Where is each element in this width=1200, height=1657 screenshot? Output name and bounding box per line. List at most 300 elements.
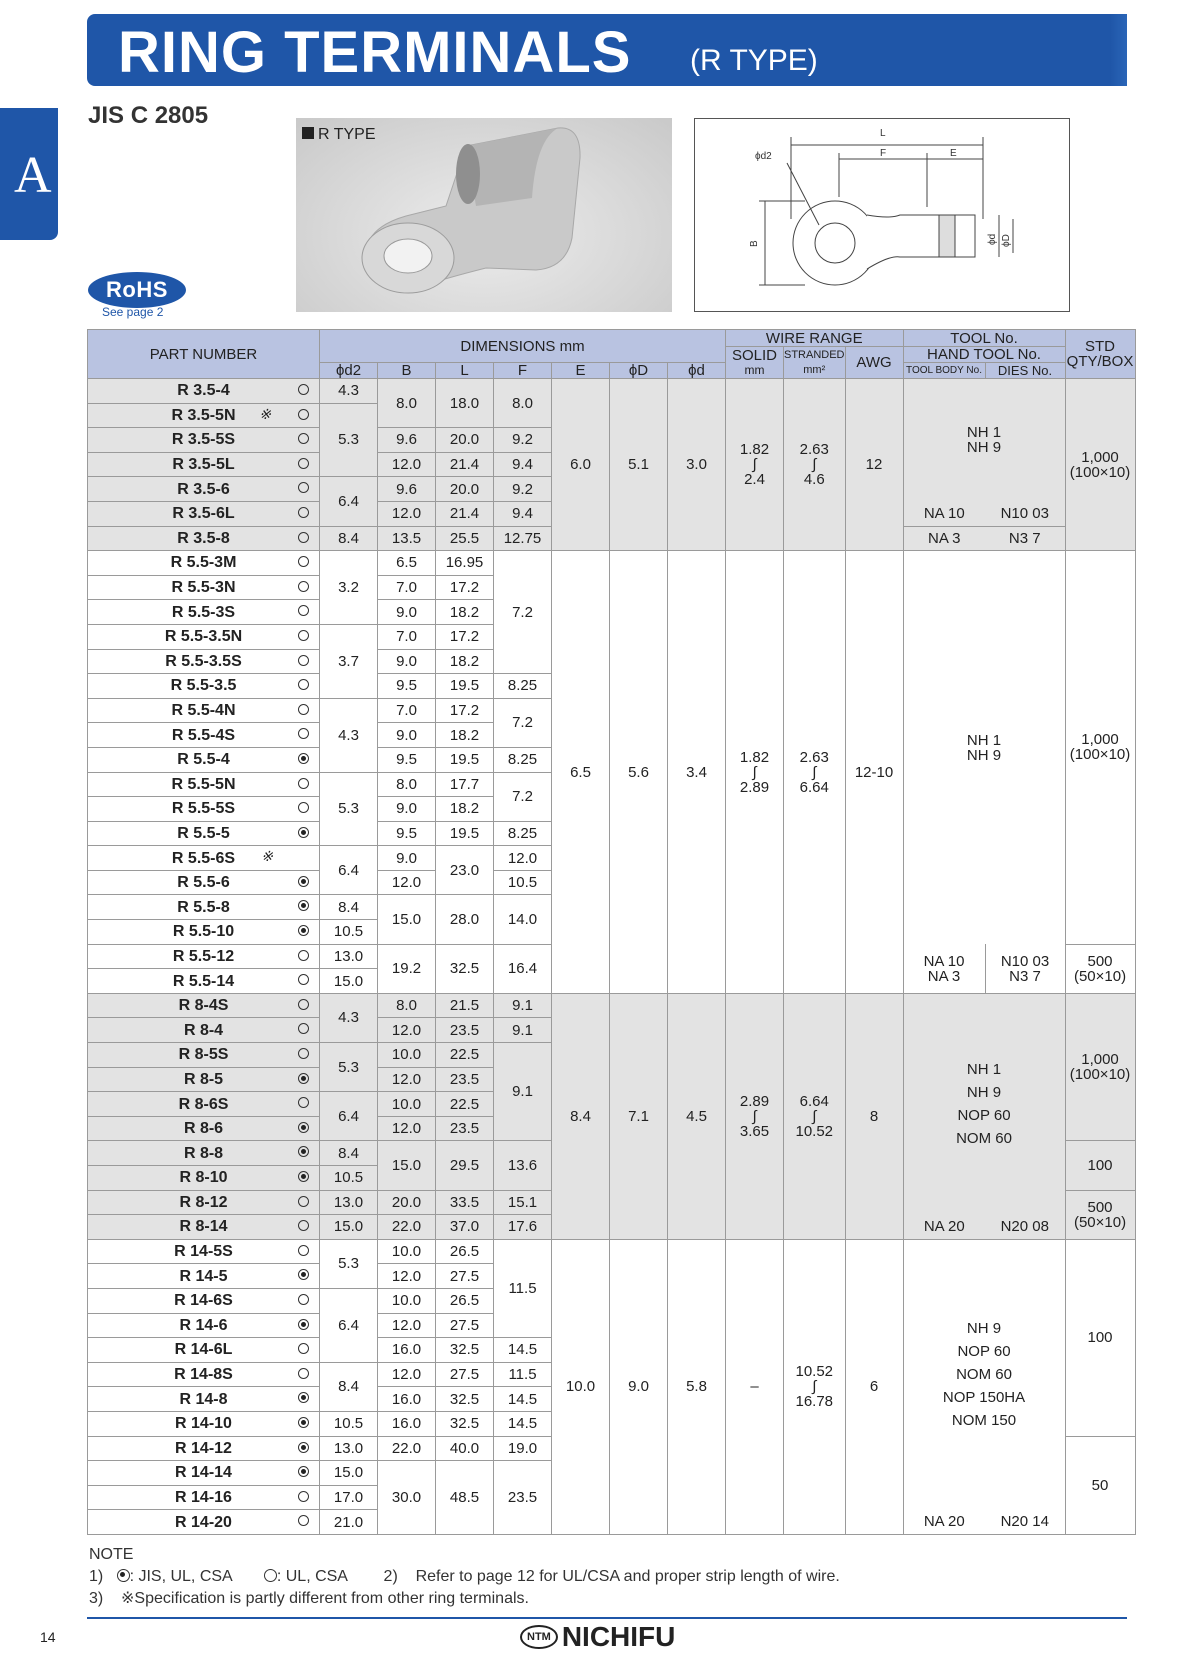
cell: N20 14	[985, 1510, 1065, 1535]
cell: 8.4	[552, 993, 610, 1239]
ul-csa-mark-icon	[298, 1294, 309, 1305]
cell: 22.5	[436, 1092, 494, 1117]
cell: 21.0	[320, 1510, 378, 1535]
part-number	[88, 403, 320, 428]
dim-E: E	[950, 148, 957, 159]
note-text: ※Specification is partly different from other ring terminals.	[121, 1590, 529, 1607]
page-title: RING TERMINALS	[118, 20, 632, 85]
col-f: F	[494, 363, 552, 379]
part-number	[88, 1116, 320, 1141]
cell: 15.0	[320, 969, 378, 994]
ul-csa-mark-icon	[298, 1245, 309, 1256]
part-name: R 3.5-6	[177, 480, 230, 498]
ul-csa-mark-icon	[298, 581, 309, 592]
cell: 7.2	[494, 551, 552, 674]
col-l: L	[436, 363, 494, 379]
cell: 7.1	[610, 993, 668, 1239]
cell: 10.5	[320, 920, 378, 945]
cell: 10.0	[378, 1239, 436, 1264]
part-number	[88, 477, 320, 502]
col-d2: ϕd2	[320, 363, 378, 379]
cell: 9.1	[494, 993, 552, 1018]
brand-name: NICHIFU	[561, 1621, 676, 1652]
cell: 100	[1065, 1141, 1135, 1190]
cell-line: (50×10)	[1073, 1213, 1127, 1231]
cell-line: 10.52	[795, 1363, 834, 1381]
cell: 29.5	[436, 1141, 494, 1190]
cell: 8.0	[378, 379, 436, 428]
stranded-unit: mm²	[803, 363, 826, 376]
cell: 6.0	[552, 379, 610, 551]
dimension-drawing-svg	[695, 119, 1071, 313]
part-name: R 3.5-4	[177, 382, 230, 400]
part-number	[88, 944, 320, 969]
part-name: R 14-14	[175, 1464, 232, 1482]
cell-line: 4.6	[803, 471, 825, 489]
part-number	[88, 920, 320, 945]
cell	[726, 993, 784, 1239]
cell: 3.4	[668, 551, 726, 994]
cell: 19.5	[436, 821, 494, 846]
cell: 13.0	[320, 1190, 378, 1215]
qty-label: QTY/BOX	[1066, 353, 1134, 370]
solid-label: SOLID	[731, 346, 777, 364]
cell	[784, 993, 846, 1239]
cell: 19.2	[378, 944, 436, 993]
note-number: 2)	[383, 1568, 398, 1585]
jis-ul-csa-mark-icon	[298, 1417, 309, 1428]
part-name: R 8-8	[183, 1144, 224, 1162]
part-name: R 14-5	[179, 1267, 228, 1285]
part-number	[88, 1043, 320, 1068]
cell-line: 16.78	[795, 1393, 834, 1411]
ul-csa-mark-icon	[298, 458, 309, 469]
cell: 22.0	[378, 1215, 436, 1240]
cell: 8.25	[494, 747, 552, 772]
jis-ul-csa-mark-icon	[298, 1171, 309, 1182]
part-number	[88, 1215, 320, 1240]
std-label: STD	[1085, 338, 1116, 355]
part-name: R 3.5-8	[177, 529, 230, 547]
part-name: R 3.5-5N	[171, 406, 236, 424]
note-text: : UL, CSA	[276, 1568, 348, 1585]
part-number	[88, 575, 320, 600]
page-subtitle: (R TYPE)	[690, 44, 818, 77]
cell: 25.5	[436, 526, 494, 551]
rohs-badge	[88, 272, 186, 308]
part-number	[88, 551, 320, 576]
ul-csa-mark-icon	[298, 556, 309, 567]
cell: N20 08	[985, 1215, 1065, 1240]
brand-logo	[520, 1621, 675, 1653]
cell: 18.2	[436, 797, 494, 822]
part-name: R 8-14	[179, 1218, 228, 1236]
cell: 5.3	[320, 772, 378, 846]
cell: 9.0	[378, 723, 436, 748]
part-number	[88, 1166, 320, 1191]
cell: 26.5	[436, 1239, 494, 1264]
rohs-badge-text: RoHS	[106, 277, 168, 302]
cell-line: (100×10)	[1069, 746, 1131, 764]
cell: 5.6	[610, 551, 668, 994]
col-tool-no: TOOL No.	[903, 330, 1065, 347]
cell: 12.0	[378, 1116, 436, 1141]
cell	[985, 944, 1065, 993]
cell: 12	[845, 379, 903, 551]
table-row	[88, 1239, 1136, 1264]
cell: 8.4	[320, 895, 378, 920]
ul-csa-mark-icon	[264, 1569, 277, 1582]
dim-F: F	[880, 148, 887, 159]
part-name: R 8-6S	[178, 1095, 229, 1113]
cell: 10.0	[378, 1288, 436, 1313]
cell: 8.0	[378, 772, 436, 797]
cell: 50	[1065, 1436, 1135, 1534]
cell-line: NOM 60	[956, 1130, 1012, 1148]
part-name: R 14-20	[175, 1513, 232, 1531]
cell-line: NOP 60	[957, 1107, 1011, 1125]
part-number	[88, 993, 320, 1018]
part-name: R 5.5-14	[172, 972, 235, 990]
part-name: R 5.5-3M	[170, 554, 237, 572]
cell: –	[726, 1239, 784, 1534]
jis-ul-csa-mark-icon	[298, 1146, 309, 1157]
ul-csa-mark-icon	[298, 1491, 309, 1502]
cell: 9.2	[494, 477, 552, 502]
cell-line: 2.4	[744, 471, 765, 489]
cell-line: NH 1	[966, 731, 1002, 749]
table-row	[88, 379, 1136, 404]
cell: 33.5	[436, 1190, 494, 1215]
cell-line: N10 03	[1000, 952, 1050, 970]
ul-csa-mark-icon	[298, 802, 309, 813]
cell-line: 1,000	[1081, 731, 1119, 749]
cell: 12.0	[378, 1362, 436, 1387]
part-number	[88, 379, 320, 404]
part-name: R 5.5-3.5N	[164, 628, 243, 646]
note-text: : JIS, UL, CSA	[129, 1568, 233, 1585]
cell	[1065, 944, 1135, 993]
part-name: R 8-10	[179, 1169, 228, 1187]
cell: 6.4	[320, 1092, 378, 1141]
cell: 7.0	[378, 698, 436, 723]
col-wire-range: WIRE RANGE	[726, 330, 904, 347]
note-text: Refer to page 12 for UL/CSA and proper strip length of wire.	[415, 1568, 840, 1585]
cell: 12.0	[378, 1018, 436, 1043]
col-solid	[726, 347, 784, 379]
jis-ul-csa-mark-icon	[298, 1466, 309, 1477]
cell: 15.0	[320, 1215, 378, 1240]
cell-line: N3 7	[1009, 967, 1041, 985]
cell: 32.5	[436, 1338, 494, 1363]
cell: 14.5	[494, 1338, 552, 1363]
cell: 17.2	[436, 575, 494, 600]
part-number	[88, 846, 320, 871]
jis-ul-csa-mark-icon	[117, 1569, 130, 1582]
cell: 10.0	[378, 1092, 436, 1117]
cell: 9.5	[378, 821, 436, 846]
cell: 15.0	[378, 895, 436, 944]
dim-d2: ϕd2	[755, 151, 772, 162]
cell: 3.2	[320, 551, 378, 625]
cell: 3.0	[668, 379, 726, 551]
ul-csa-mark-icon	[298, 1023, 309, 1034]
ul-csa-mark-icon	[298, 1048, 309, 1059]
cell-line: 1.82	[739, 748, 770, 766]
cell: NA 3	[903, 526, 985, 551]
part-number	[88, 772, 320, 797]
ul-csa-mark-icon	[298, 433, 309, 444]
cell: 7.2	[494, 698, 552, 747]
spec-table	[87, 329, 1136, 1535]
cell: 6.4	[320, 477, 378, 526]
cell: 14.5	[494, 1387, 552, 1412]
cell: 15.1	[494, 1190, 552, 1215]
part-number	[88, 797, 320, 822]
cell: 17.2	[436, 698, 494, 723]
ul-csa-mark-icon	[298, 974, 309, 985]
cell: 22.0	[378, 1436, 436, 1461]
part-name: R 8-5S	[178, 1046, 229, 1064]
jis-ul-csa-mark-icon	[298, 1073, 309, 1084]
product-photo	[296, 118, 672, 312]
cell: 30.0	[378, 1461, 436, 1535]
part-name: R 14-5S	[174, 1243, 233, 1261]
cell: 9.4	[494, 501, 552, 526]
part-name: R 5.5-4N	[171, 702, 236, 720]
cell: 18.2	[436, 649, 494, 674]
cell: 20.0	[436, 428, 494, 453]
cell: 11.5	[494, 1239, 552, 1337]
part-number	[88, 1067, 320, 1092]
cell: 19.5	[436, 747, 494, 772]
part-name: R 14-8	[179, 1390, 228, 1408]
cell: 32.5	[436, 944, 494, 993]
table-row	[88, 993, 1136, 1018]
cell: 32.5	[436, 1387, 494, 1412]
part-name: R 5.5-10	[172, 923, 235, 941]
cell: NA 20	[903, 1510, 985, 1535]
part-number	[88, 600, 320, 625]
col-d: ϕd	[668, 363, 726, 379]
cell-line: NH 9	[966, 1084, 1002, 1102]
part-name: R 5.5-8	[177, 898, 230, 916]
cell	[784, 379, 846, 551]
solid-unit: mm	[744, 362, 765, 377]
ul-csa-mark-icon	[298, 1368, 309, 1379]
cell: 26.5	[436, 1288, 494, 1313]
cell: 16.95	[436, 551, 494, 576]
part-number	[88, 1141, 320, 1166]
cell-line: (100×10)	[1069, 463, 1131, 481]
cell-line: NOM 150	[951, 1412, 1017, 1430]
part-name: R 8-5	[183, 1070, 224, 1088]
cell: 6	[845, 1239, 903, 1534]
ul-csa-mark-icon	[298, 1220, 309, 1231]
cell: 5.3	[320, 1043, 378, 1092]
ul-csa-mark-icon	[298, 1196, 309, 1207]
cell: 40.0	[436, 1436, 494, 1461]
part-name: R 14-6L	[174, 1341, 233, 1359]
cell: 12.0	[378, 1067, 436, 1092]
cell-line: ∫	[812, 1107, 817, 1125]
cell-line: 10.52	[795, 1122, 834, 1140]
part-number	[88, 1288, 320, 1313]
part-number	[88, 895, 320, 920]
cell: 17.0	[320, 1485, 378, 1510]
cell: 8.4	[320, 1362, 378, 1411]
cell-line: 1.82	[739, 441, 770, 459]
cell: 9.0	[378, 846, 436, 871]
cell-line: NA 3	[927, 967, 961, 985]
part-number	[88, 649, 320, 674]
cell: 8.25	[494, 821, 552, 846]
cell	[1065, 551, 1135, 945]
jis-ul-csa-mark-icon	[298, 876, 309, 887]
col-b: B	[378, 363, 436, 379]
col-part-number: PART NUMBER	[88, 330, 320, 379]
cell-line: 500	[1087, 952, 1113, 970]
part-number	[88, 1362, 320, 1387]
part-name: R 3.5-6L	[172, 505, 235, 523]
cell: NA 20	[903, 1215, 985, 1240]
cell: 10.0	[552, 1239, 610, 1534]
cell: 7.0	[378, 624, 436, 649]
note-1	[89, 1566, 840, 1588]
cell-line: NH 9	[966, 746, 1002, 764]
col-tool-body: TOOL BODY No.	[903, 363, 985, 379]
cell-line: 1,000	[1081, 1051, 1119, 1069]
jis-ul-csa-mark-icon	[298, 827, 309, 838]
part-name: R 3.5-5L	[172, 456, 235, 474]
part-name: R 14-10	[175, 1415, 232, 1433]
ul-csa-mark-icon	[298, 409, 309, 420]
part-name: R 5.5-4	[177, 751, 230, 769]
ul-csa-mark-icon	[298, 999, 309, 1010]
cell: 13.0	[320, 1436, 378, 1461]
cell: 32.5	[436, 1411, 494, 1436]
cell: 15.0	[378, 1141, 436, 1190]
cell: 12.0	[494, 846, 552, 871]
col-dies: DIES No.	[985, 363, 1065, 379]
cell: 9.0	[378, 600, 436, 625]
cell-line: ∫	[752, 456, 757, 474]
part-name: R 5.5-5N	[171, 775, 236, 793]
cell: 21.4	[436, 452, 494, 477]
part-number	[88, 452, 320, 477]
part-number	[88, 1436, 320, 1461]
cell: 23.5	[494, 1461, 552, 1535]
col-e: E	[552, 363, 610, 379]
cell: 14.5	[494, 1411, 552, 1436]
cell: 100	[1065, 1239, 1135, 1436]
jis-ul-csa-mark-icon	[298, 1392, 309, 1403]
cell: 12.0	[378, 870, 436, 895]
part-name: R 5.5-12	[172, 947, 235, 965]
cell: 12.0	[378, 1264, 436, 1289]
dim-L: L	[880, 128, 886, 139]
cell-line: ∫	[752, 1107, 757, 1125]
ul-csa-mark-icon	[298, 384, 309, 395]
part-number	[88, 624, 320, 649]
cell	[903, 1239, 1065, 1510]
cell: 12-10	[845, 551, 903, 994]
cell: 7.0	[378, 575, 436, 600]
cell: 10.0	[378, 1043, 436, 1068]
cell	[1065, 1190, 1135, 1239]
col-dd: ϕD	[610, 363, 668, 379]
cell: 12.0	[378, 1313, 436, 1338]
ul-csa-mark-icon	[298, 630, 309, 641]
cell: NA 10	[903, 501, 985, 526]
part-number	[88, 1264, 320, 1289]
cell: 10.5	[494, 870, 552, 895]
cell-line: (50×10)	[1073, 967, 1127, 985]
cell: 5.3	[320, 1239, 378, 1288]
cell-line: 6.64	[799, 1092, 829, 1110]
cell: N10 03	[985, 501, 1065, 526]
cell: 6.5	[552, 551, 610, 994]
cell	[726, 551, 784, 994]
part-number	[88, 870, 320, 895]
cell-line: 1,000	[1081, 448, 1119, 466]
cell: 4.3	[320, 993, 378, 1042]
cell: 9.6	[378, 428, 436, 453]
ul-csa-mark-icon	[298, 679, 309, 690]
cell: 16.4	[494, 944, 552, 993]
part-number	[88, 1411, 320, 1436]
cell: 4.3	[320, 379, 378, 404]
part-number	[88, 1485, 320, 1510]
part-name: R 3.5-5S	[171, 431, 236, 449]
cell	[1065, 993, 1135, 1141]
cell: 21.4	[436, 501, 494, 526]
cell: 22.5	[436, 1043, 494, 1068]
part-name: R 5.5-5	[177, 824, 230, 842]
part-name: R 8-4S	[178, 997, 229, 1015]
ul-csa-mark-icon	[298, 605, 309, 616]
ul-csa-mark-icon	[298, 1343, 309, 1354]
cell	[726, 379, 784, 551]
part-name: R 5.5-3.5S	[165, 652, 242, 670]
cell-line: NH 1	[966, 424, 1002, 442]
col-awg: AWG	[845, 347, 903, 379]
part-number	[88, 698, 320, 723]
cell: N3 7	[985, 526, 1065, 551]
cell: 9.0	[610, 1239, 668, 1534]
cell-line: (100×10)	[1069, 1066, 1131, 1084]
cell: 9.1	[494, 1018, 552, 1043]
cell	[903, 944, 985, 993]
cell: 12.75	[494, 526, 552, 551]
cell: 8	[845, 993, 903, 1239]
cell-line: NH 9	[966, 439, 1002, 457]
cell: 37.0	[436, 1215, 494, 1240]
cell-line: 2.89	[739, 1092, 770, 1110]
cell: 8.25	[494, 674, 552, 699]
cell: 9.5	[378, 674, 436, 699]
ul-csa-mark-icon	[298, 1515, 309, 1526]
jis-ul-csa-mark-icon	[298, 1319, 309, 1330]
col-std-qty	[1065, 330, 1135, 379]
section-tab-label: A	[14, 147, 52, 204]
cell: 27.5	[436, 1264, 494, 1289]
cell: 18.2	[436, 600, 494, 625]
cell-line: 2.89	[739, 778, 770, 796]
jis-ul-csa-mark-icon	[298, 1442, 309, 1453]
part-number	[88, 674, 320, 699]
cell: 19.5	[436, 674, 494, 699]
